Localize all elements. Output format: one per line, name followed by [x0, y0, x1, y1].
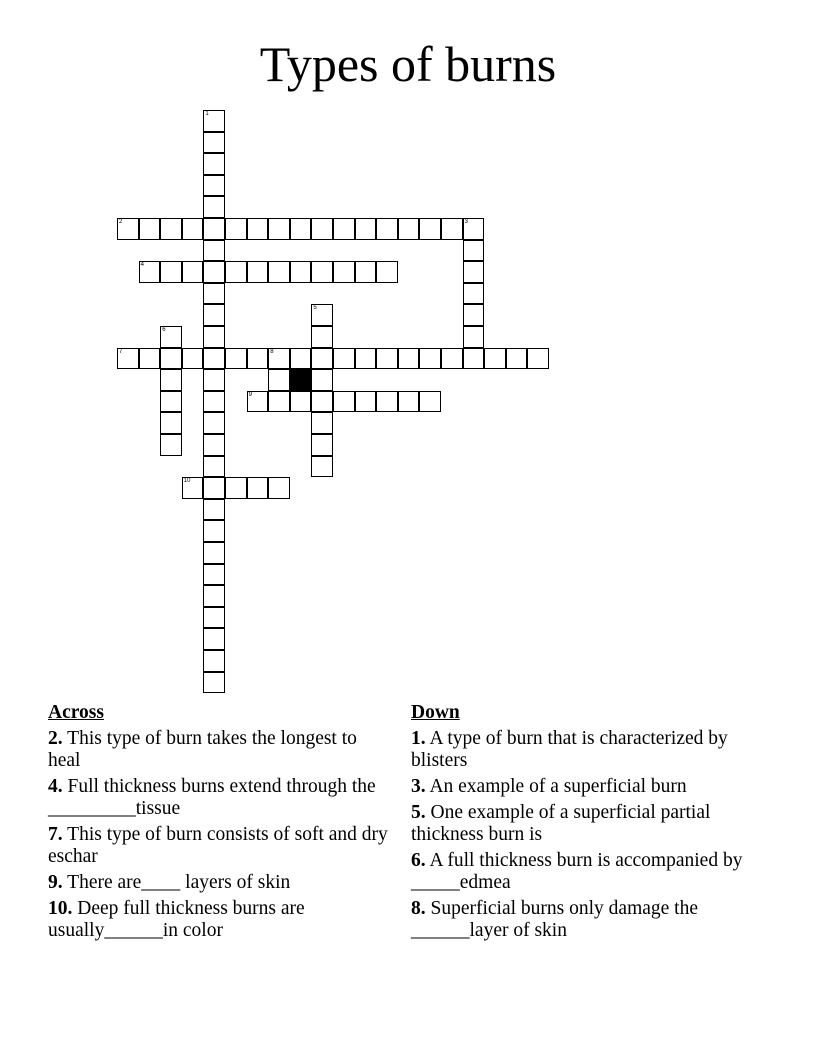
across-clue: [48, 898, 388, 942]
grid-cell[interactable]: [225, 477, 247, 499]
grid-cell[interactable]: [182, 348, 204, 370]
grid-cell[interactable]: [311, 412, 333, 434]
grid-cell[interactable]: [290, 391, 312, 413]
grid-cell[interactable]: [441, 348, 463, 370]
grid-cell[interactable]: [203, 607, 225, 629]
grid-cell[interactable]: [203, 672, 225, 694]
clue-text: There are____ layers of skin: [67, 872, 291, 893]
grid-cell[interactable]: [376, 218, 398, 240]
down-clue: [411, 728, 751, 772]
grid-cell[interactable]: [203, 499, 225, 521]
grid-cell[interactable]: [203, 132, 225, 154]
down-clues: [411, 702, 751, 946]
grid-cell[interactable]: [203, 585, 225, 607]
cell-number: 5: [313, 305, 317, 312]
across-clue-list: [48, 728, 388, 942]
grid-cell[interactable]: [160, 391, 182, 413]
across-clue: [48, 776, 388, 820]
clue-text: This type of burn takes the longest to heal: [48, 728, 357, 771]
clue-number: 6.: [411, 850, 426, 871]
clue-number: 10.: [48, 898, 73, 919]
across-clue: [48, 824, 388, 868]
grid-cell[interactable]: [268, 261, 290, 283]
clue-text: Deep full thickness burns are usually______in color: [48, 898, 305, 941]
grid-cell[interactable]: [203, 456, 225, 478]
grid-cell[interactable]: [139, 348, 161, 370]
grid-cell[interactable]: [311, 456, 333, 478]
grid-cell[interactable]: [419, 218, 441, 240]
grid-cell[interactable]: [290, 348, 312, 370]
grid-cell[interactable]: [247, 218, 269, 240]
grid-cell[interactable]: [203, 434, 225, 456]
grid-cell[interactable]: [484, 348, 506, 370]
grid-cell[interactable]: [203, 628, 225, 650]
grid-cell[interactable]: [290, 261, 312, 283]
grid-cell[interactable]: [441, 218, 463, 240]
cell-number: 3: [464, 219, 468, 225]
black-cell: [290, 369, 312, 391]
grid-cell[interactable]: [203, 283, 225, 305]
grid-cell[interactable]: [247, 261, 269, 283]
grid-cell[interactable]: [311, 304, 333, 326]
grid-cell[interactable]: [268, 391, 290, 413]
grid-cell[interactable]: [333, 218, 355, 240]
grid-cell[interactable]: [398, 348, 420, 370]
clue-number: 9.: [48, 872, 63, 893]
clue-number: 2.: [48, 728, 63, 749]
grid-cell[interactable]: [139, 261, 161, 283]
grid-cell[interactable]: [463, 283, 485, 305]
grid-cell[interactable]: [117, 348, 139, 370]
grid-cell[interactable]: [355, 348, 377, 370]
grid-cell[interactable]: [203, 412, 225, 434]
clue-text: One example of a superficial partial thickness burn is: [411, 802, 711, 845]
grid-cell[interactable]: [311, 369, 333, 391]
clue-number: 7.: [48, 824, 63, 845]
grid-cell[interactable]: [203, 218, 225, 240]
grid-cell[interactable]: [203, 153, 225, 175]
clue-number: 8.: [411, 898, 426, 919]
grid-cell[interactable]: [419, 391, 441, 413]
grid-cell[interactable]: [203, 391, 225, 413]
across-clues: [48, 702, 388, 946]
grid-cell[interactable]: [247, 348, 269, 370]
down-clue-list: [411, 728, 751, 942]
cell-number: 2: [119, 219, 123, 225]
down-clue: [411, 802, 751, 846]
grid-cell[interactable]: [290, 218, 312, 240]
grid-cell[interactable]: [463, 261, 485, 283]
across-clue: [48, 872, 388, 894]
grid-cell[interactable]: [203, 304, 225, 326]
clue-text: Superficial burns only damage the ______layer of skin: [411, 898, 699, 941]
cell-number: 9: [248, 391, 252, 398]
grid-cell[interactable]: [268, 477, 290, 499]
grid-cell[interactable]: [506, 348, 528, 370]
grid-cell[interactable]: [203, 369, 225, 391]
grid-cell[interactable]: [463, 348, 485, 370]
clue-text: An example of a superficial burn: [429, 776, 687, 797]
grid-cell[interactable]: [160, 261, 182, 283]
cell-number: 1: [205, 111, 209, 117]
grid-cell[interactable]: [203, 196, 225, 218]
clue-text: This type of burn consists of soft and dry eschar: [48, 824, 388, 867]
grid-cell[interactable]: [247, 477, 269, 499]
clue-text: A type of burn that is characterized by blisters: [411, 728, 728, 771]
page-title: Types of burns: [259, 36, 557, 92]
grid-cell[interactable]: [139, 218, 161, 240]
clue-text: A full thickness burn is accompanied by _____edmea: [411, 850, 743, 893]
grid-cell[interactable]: [268, 369, 290, 391]
grid-cell[interactable]: [268, 348, 290, 370]
grid-cell[interactable]: [463, 218, 485, 240]
grid-cell[interactable]: [182, 477, 204, 499]
grid-cell[interactable]: [333, 348, 355, 370]
grid-cell[interactable]: [376, 261, 398, 283]
grid-cell[interactable]: [311, 326, 333, 348]
grid-cell[interactable]: [311, 434, 333, 456]
grid-cell[interactable]: [160, 434, 182, 456]
down-heading: Down: [411, 702, 460, 723]
grid-cell[interactable]: [203, 110, 225, 132]
cell-number: 8: [270, 348, 274, 355]
cell-number: 7: [119, 348, 123, 355]
down-clue: [411, 776, 751, 798]
grid-cell[interactable]: [160, 412, 182, 434]
across-clue: [48, 728, 388, 772]
grid-cell[interactable]: [225, 261, 247, 283]
cell-number: 6: [162, 327, 166, 333]
grid-cell[interactable]: [355, 218, 377, 240]
clue-number: 3.: [411, 776, 426, 797]
clue-text: Full thickness burns extend through the _________tissue: [48, 776, 376, 819]
grid-cell[interactable]: [527, 348, 549, 370]
grid-cell[interactable]: [225, 348, 247, 370]
grid-cell[interactable]: [463, 326, 485, 348]
grid-cell[interactable]: [311, 218, 333, 240]
grid-cell[interactable]: [203, 348, 225, 370]
grid-cell[interactable]: [463, 240, 485, 262]
grid-cell[interactable]: [182, 261, 204, 283]
grid-cell[interactable]: [160, 326, 182, 348]
grid-cell[interactable]: [117, 218, 139, 240]
grid-cell[interactable]: [160, 369, 182, 391]
grid-cell[interactable]: [160, 348, 182, 370]
grid-cell[interactable]: [203, 326, 225, 348]
grid-cell[interactable]: [203, 261, 225, 283]
down-clue: [411, 850, 751, 894]
grid-cell[interactable]: [419, 348, 441, 370]
grid-cell[interactable]: [376, 391, 398, 413]
grid-cell[interactable]: [203, 520, 225, 542]
grid-cell[interactable]: [333, 261, 355, 283]
grid-cell[interactable]: [203, 564, 225, 586]
cell-number: 4: [140, 262, 144, 269]
grid-cell[interactable]: [463, 304, 485, 326]
grid-cell[interactable]: [160, 218, 182, 240]
grid-cell[interactable]: [203, 650, 225, 672]
grid-cell[interactable]: [203, 175, 225, 197]
grid-cell[interactable]: [203, 542, 225, 564]
across-heading: Across: [48, 702, 104, 723]
grid-cell[interactable]: [247, 391, 269, 413]
grid-cell[interactable]: [376, 348, 398, 370]
down-clue: [411, 898, 751, 942]
clue-number: 5.: [411, 802, 426, 823]
grid-cell[interactable]: [311, 348, 333, 370]
grid-cell[interactable]: [333, 391, 355, 413]
clue-number: 1.: [411, 728, 426, 749]
grid-cell[interactable]: [398, 218, 420, 240]
grid-cell[interactable]: [182, 218, 204, 240]
grid-cell[interactable]: [311, 261, 333, 283]
grid-cell[interactable]: [225, 218, 247, 240]
grid-cell[interactable]: [355, 261, 377, 283]
grid-cell[interactable]: [203, 477, 225, 499]
grid-cell[interactable]: [203, 240, 225, 262]
cell-number: 10: [183, 478, 191, 485]
grid-cell[interactable]: [355, 391, 377, 413]
grid-cell[interactable]: [311, 391, 333, 413]
grid-cell[interactable]: [398, 391, 420, 413]
grid-cell[interactable]: [268, 218, 290, 240]
clue-number: 4.: [48, 776, 63, 797]
